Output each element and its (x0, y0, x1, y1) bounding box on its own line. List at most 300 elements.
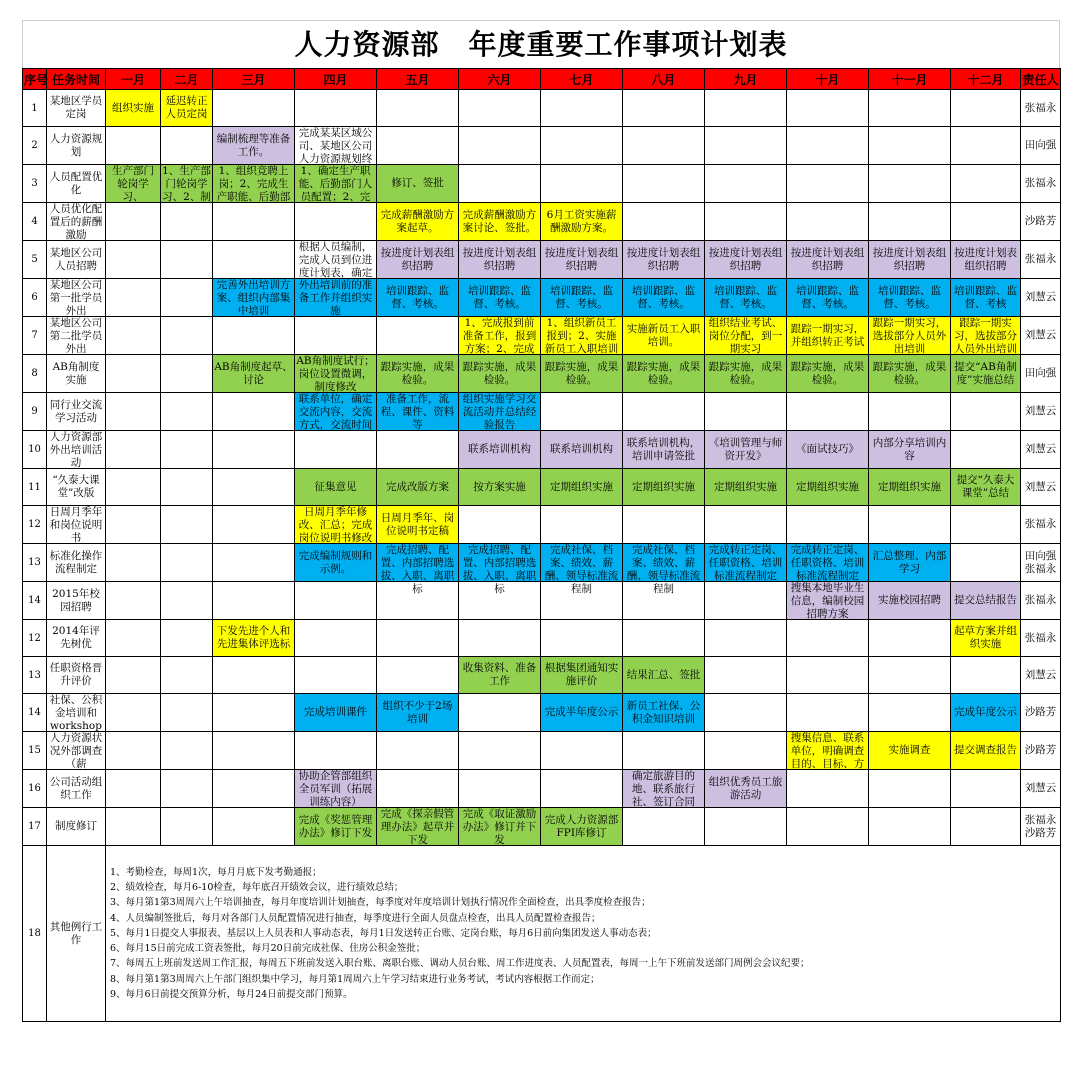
task-name (47, 808, 106, 846)
plan-cell (377, 279, 459, 317)
plan-cell (705, 808, 787, 846)
plan-cell (295, 431, 377, 469)
plan-cell-text: 编制梳理等准备工作。 (216, 132, 291, 158)
plan-cell (459, 279, 541, 317)
plan-cell (623, 657, 705, 694)
plan-cell-text: 修订、签批 (391, 177, 444, 189)
plan-cell (705, 279, 787, 317)
plan-cell (705, 506, 787, 544)
plan-cell-text: 根据人员编制，完成人员到位进度计划表，确定 (298, 241, 373, 279)
table-row (23, 241, 1061, 279)
routine-work-item: 7、每周五上班前发送周工作汇报，每周五下班前发送入职台账、离职台账、调动人员台账、周工作进度表、人员配置表，每周一上午下班前发送部门周例会会议纪要； (110, 958, 810, 970)
task-name-text: 社保、公积金培训和workshop (49, 694, 103, 732)
plan-cell (161, 657, 213, 694)
plan-cell (869, 241, 951, 279)
plan-cell-text: 协助企管部组织全员军训（拓展训练内容） (298, 770, 373, 808)
plan-cell-text: 生产部门轮岗学习、 (112, 165, 154, 203)
owner-name (1021, 90, 1061, 127)
plan-cell (213, 506, 295, 544)
plan-cell (623, 393, 705, 431)
owner-name-text: 沙路芳 (1024, 215, 1057, 227)
header-cell-month: 二月 (161, 69, 213, 90)
plan-cell (869, 657, 951, 694)
table-row (23, 317, 1061, 355)
plan-sheet (22, 20, 1060, 1082)
plan-cell (705, 317, 787, 355)
plan-cell (377, 241, 459, 279)
task-name (47, 203, 106, 241)
plan-cell-text: 实施校园招聘 (878, 594, 941, 606)
plan-cell (623, 165, 705, 203)
plan-cell (541, 241, 623, 279)
task-name (47, 165, 106, 203)
plan-cell (459, 393, 541, 431)
plan-cell (213, 544, 295, 582)
plan-cell (541, 620, 623, 657)
plan-cell (787, 393, 869, 431)
plan-cell (377, 694, 459, 732)
plan-cell-text: 定期组织实施 (796, 480, 859, 493)
header-row (23, 69, 1061, 90)
plan-cell (623, 808, 705, 846)
owner-name-text: 沙路芳 (1024, 706, 1057, 718)
plan-cell-text: 1、组织竞聘上岗；2、完成生产职能、后勤部 (216, 165, 291, 203)
plan-cell (705, 355, 787, 393)
plan-cell-text: 完成编制规则和示例。 (298, 549, 373, 575)
header-cell-month: 四月 (295, 69, 377, 90)
plan-cell (951, 657, 1021, 694)
task-name-text: 日周月季年和岗位说明书 (49, 506, 103, 544)
table-row (23, 732, 1061, 770)
plan-cell (161, 694, 213, 732)
plan-cell-text: 按进度计划表组织招聘 (790, 246, 865, 272)
owner-name-text: 田向强 (1024, 139, 1057, 151)
plan-cell-text: 内部分享培训内容 (872, 436, 947, 462)
plan-cell (787, 506, 869, 544)
plan-cell (213, 165, 295, 203)
plan-cell (295, 770, 377, 808)
plan-cell-text: 培训跟踪、监督、考核。 (386, 284, 449, 310)
plan-cell (295, 808, 377, 846)
plan-cell-text: 下发先进个人和先进集体评选标 (216, 625, 291, 650)
plan-cell-text: 完成薪酬激励方案讨论、签批。 (462, 208, 537, 234)
plan-cell (295, 90, 377, 127)
plan-cell-text: 完成年度公示 (954, 706, 1017, 718)
task-name-text: 人员配置优化 (49, 170, 103, 196)
owner-name-text: 刘慧云 (1024, 782, 1057, 794)
owner-name-text: 刘慧云 (1024, 480, 1057, 493)
owner-name (1021, 127, 1061, 165)
plan-cell-text: 定期组织实施 (878, 480, 941, 493)
plan-cell (161, 469, 213, 506)
task-name (47, 770, 106, 808)
plan-cell (295, 544, 377, 582)
table-row (23, 203, 1061, 241)
plan-cell-text: 完成招聘、配置、内部招聘选拔、入职、离职标 (380, 544, 455, 595)
task-name (47, 355, 106, 393)
plan-cell (213, 127, 295, 165)
plan-cell (295, 582, 377, 620)
plan-cell (213, 241, 295, 279)
plan-cell (787, 317, 869, 355)
owner-name (1021, 317, 1061, 355)
plan-cell-text: 定期组织实施 (714, 480, 777, 493)
plan-cell (787, 469, 869, 506)
plan-cell-text: 完成半年度公示 (544, 706, 619, 718)
header-cell-owner: 责任人 (1021, 69, 1061, 90)
plan-cell-text: 根据集团通知实施评价 (544, 662, 619, 687)
plan-cell (377, 355, 459, 393)
plan-cell (705, 90, 787, 127)
plan-cell (787, 544, 869, 582)
plan-cell (951, 355, 1021, 393)
row-number: 2 (23, 127, 47, 165)
owner-name (1021, 355, 1061, 393)
plan-cell (705, 127, 787, 165)
plan-cell (459, 732, 541, 770)
header-cell-month: 十月 (787, 69, 869, 90)
task-name-text: 人力资源部外出培训活动 (49, 431, 103, 469)
header-cell: 序号 (23, 69, 47, 90)
plan-cell (106, 317, 161, 355)
plan-cell (106, 279, 161, 317)
routine-work-list (106, 846, 1061, 1022)
task-name-text: 制度修订 (55, 820, 97, 832)
plan-cell-text: 跟踪一期实习，选拔部分人员外出培训 (954, 317, 1017, 355)
plan-cell (623, 544, 705, 595)
plan-cell-text: 组织结业考试、岗位分配，到一期实习 (708, 317, 783, 355)
header-task-label: 任务 (51, 72, 76, 87)
task-name-text: “久泰大课堂”改版 (52, 474, 100, 499)
task-name-text: 2014年评先树优 (52, 625, 100, 650)
plan-cell (213, 657, 295, 694)
plan-cell-text: 延迟转正人员定岗 (165, 95, 208, 120)
routine-work-item: 3、每月第1第3周周六上午培训抽查，每月年度培训计划抽查，每季度对年度培训计划执行情况作全面检查，出具季度检查报告； (110, 897, 651, 909)
plan-cell (377, 165, 459, 203)
owner-name (1021, 506, 1061, 544)
row-number: 13 (23, 657, 47, 694)
plan-cell (161, 506, 213, 544)
plan-cell-text: AB角制度起草、讨论 (214, 360, 293, 386)
plan-cell-text: 提交“AB角制度”实施总结 (954, 360, 1017, 386)
plan-cell-text: 收集资料、准备工作 (462, 662, 537, 687)
plan-cell-text: 跟踪实施，成果检验。 (462, 360, 537, 386)
plan-cell (705, 732, 787, 770)
table-row (23, 544, 1061, 582)
task-name (47, 317, 106, 355)
plan-cell-text: 提交总结报告 (954, 594, 1017, 606)
plan-cell (787, 203, 869, 241)
plan-cell (705, 582, 787, 620)
owner-name-text: 沙路芳 (1024, 744, 1057, 756)
routine-work-row (23, 846, 1061, 1022)
plan-cell (787, 770, 869, 808)
plan-cell (459, 241, 541, 279)
plan-cell (541, 506, 623, 544)
plan-cell (213, 582, 295, 620)
plan-cell (869, 808, 951, 846)
plan-cell (459, 544, 541, 595)
plan-cell (161, 770, 213, 808)
plan-cell-text: 起草方案并组织实施 (954, 625, 1017, 650)
plan-cell (951, 431, 1021, 469)
row-number: 10 (23, 431, 47, 469)
plan-cell (787, 165, 869, 203)
plan-cell (295, 279, 377, 317)
owner-name (1021, 770, 1061, 808)
plan-cell-text: 完成《取证激励办法》修订并下发 (462, 808, 537, 846)
plan-cell (459, 657, 541, 694)
plan-cell (213, 431, 295, 469)
plan-cell-text: 1、确定生产职能、后勤部门人员配置；2、完 (298, 165, 373, 203)
plan-cell (869, 393, 951, 431)
plan-cell-text: AB角制度试行；岗位设置微调，制度修改 (296, 355, 375, 393)
owner-name-text: 张福永沙路芳 (1024, 813, 1057, 839)
owner-name-text: 张福永 (1024, 594, 1057, 606)
plan-cell-text: 组织优秀员工旅游活动 (708, 775, 783, 801)
header-cell-month: 十二月 (951, 69, 1021, 90)
plan-table (22, 68, 1061, 1022)
owner-name-text: 张福永 (1024, 631, 1057, 644)
plan-cell-text: 跟踪实施，成果检验。 (708, 360, 783, 386)
table-row (23, 657, 1061, 694)
plan-cell (951, 241, 1021, 279)
plan-cell (459, 469, 541, 506)
plan-cell (106, 620, 161, 657)
plan-cell-text: 按方案实施 (473, 480, 526, 493)
plan-cell (161, 203, 213, 241)
plan-cell (295, 127, 377, 165)
plan-cell (869, 694, 951, 732)
plan-cell (869, 544, 951, 582)
row-number: 3 (23, 165, 47, 203)
plan-cell (106, 770, 161, 808)
plan-cell (541, 127, 623, 165)
plan-cell-text: 确定旅游目的地、联系旅行社、签订合同 (632, 770, 695, 808)
plan-cell (951, 694, 1021, 732)
table-row (23, 165, 1061, 203)
plan-cell (377, 203, 459, 241)
plan-cell (951, 317, 1021, 355)
task-name (47, 620, 106, 657)
plan-cell-text: 联系培训机构，培训申请签批 (626, 436, 701, 462)
plan-cell-text: 跟踪一期实习，选拔部分人员外出培训 (872, 317, 947, 355)
plan-cell (541, 279, 623, 317)
plan-cell-text: 完成转正定岗、任职资格、培训标准流程制定 (708, 544, 783, 582)
owner-name (1021, 393, 1061, 431)
plan-cell (951, 203, 1021, 241)
task-name (47, 127, 106, 165)
plan-cell (541, 317, 623, 355)
plan-cell (213, 808, 295, 846)
plan-cell (213, 90, 295, 127)
plan-cell (951, 165, 1021, 203)
plan-cell (106, 90, 161, 127)
row-number: 9 (23, 393, 47, 431)
plan-cell (377, 620, 459, 657)
plan-cell-text: 培训跟踪、监督、考核。 (468, 284, 531, 310)
row-number: 18 (23, 846, 47, 1022)
plan-cell (705, 241, 787, 279)
plan-cell (106, 355, 161, 393)
plan-cell (459, 127, 541, 165)
plan-cell-text: 联系培训机构 (468, 443, 531, 455)
plan-cell (951, 279, 1021, 317)
plan-cell-text: 跟踪实施，成果检验。 (544, 360, 619, 386)
plan-cell-text: 完成《奖惩管理办法》修订下发 (298, 813, 373, 839)
task-name (47, 279, 106, 317)
plan-cell (787, 620, 869, 657)
task-name (47, 241, 106, 279)
owner-name-text: 刘慧云 (1024, 443, 1057, 455)
plan-cell-text: 6月工资实施薪酬激励方案。 (546, 208, 617, 234)
plan-cell (705, 469, 787, 506)
plan-cell (869, 90, 951, 127)
plan-cell (161, 808, 213, 846)
task-name-text: 某地区公司第一批学员外出 (49, 279, 103, 317)
plan-cell (459, 165, 541, 203)
plan-cell (623, 620, 705, 657)
plan-cell (161, 165, 213, 203)
plan-cell (459, 506, 541, 544)
plan-cell (869, 506, 951, 544)
plan-cell (459, 694, 541, 732)
task-name-text: AB角制度实施 (52, 360, 100, 386)
owner-name (1021, 582, 1061, 620)
row-number: 11 (23, 469, 47, 506)
plan-cell-text: 汇总整理、内部学习 (872, 549, 947, 575)
page-title: 人力资源部 年度重要工作事项计划表 (22, 20, 1060, 68)
plan-cell-text: 完成薪酬激励方案起草。 (380, 208, 455, 234)
table-row (23, 808, 1061, 846)
plan-cell (951, 544, 1021, 582)
plan-cell-text: 按进度计划表组织招聘 (954, 246, 1017, 272)
routine-work-item: 6、每月15日前完成工资表签批，每月20日前完成社保、住房公积金签批； (110, 943, 426, 955)
owner-name (1021, 431, 1061, 469)
plan-cell (295, 317, 377, 355)
task-name (47, 694, 106, 732)
plan-cell (377, 808, 459, 846)
table-row (23, 582, 1061, 620)
plan-cell (161, 90, 213, 127)
plan-cell (951, 808, 1021, 846)
plan-cell-text: 培训跟踪、监督、考核。 (878, 284, 941, 310)
task-name (47, 469, 106, 506)
row-number: 6 (23, 279, 47, 317)
owner-name (1021, 241, 1061, 279)
plan-cell (161, 393, 213, 431)
plan-cell (106, 544, 161, 582)
plan-cell (213, 393, 295, 431)
plan-cell (623, 279, 705, 317)
plan-cell (787, 657, 869, 694)
owner-name-text: 刘慧云 (1024, 668, 1057, 681)
owner-name-text: 张福永 (1024, 177, 1057, 189)
row-number: 16 (23, 770, 47, 808)
header-cell-month: 六月 (459, 69, 541, 90)
plan-cell (787, 241, 869, 279)
plan-cell (213, 770, 295, 808)
plan-cell (459, 770, 541, 808)
plan-cell (106, 657, 161, 694)
plan-cell (377, 431, 459, 469)
header-cell-month: 八月 (623, 69, 705, 90)
plan-cell-text: 联系单位，确定交流内容，交流方式，交流时间 (298, 393, 373, 431)
plan-cell (377, 544, 459, 595)
plan-cell (377, 317, 459, 355)
plan-cell-text: 完成招聘、配置、内部招聘选拔、入职、离职标 (462, 544, 537, 595)
plan-cell-text: 按进度计划表组织招聘 (626, 246, 701, 272)
plan-cell (623, 317, 705, 355)
plan-cell (541, 393, 623, 431)
header-cell-month: 九月 (705, 69, 787, 90)
plan-cell-text: 按进度计划表组织招聘 (872, 246, 947, 272)
task-name-text: 标准化操作流程制定 (49, 549, 103, 575)
plan-cell-text: 完成社保、档案、绩效、薪酬、领导标准流程制 (626, 544, 701, 595)
plan-cell (377, 127, 459, 165)
plan-cell (869, 431, 951, 469)
plan-cell (295, 657, 377, 694)
plan-cell-text: 提交调查报告 (954, 744, 1017, 756)
header-cell-month: 五月 (377, 69, 459, 90)
row-number: 14 (23, 694, 47, 732)
plan-cell-text: 跟踪一期实习，并组织转正考试 (790, 322, 865, 348)
plan-cell (295, 469, 377, 506)
plan-cell (541, 203, 623, 241)
plan-cell-text: 跟踪实施，成果检验。 (790, 360, 865, 386)
plan-cell-text: 1、组织新员工报到；2、实施新员工入职培训 (544, 317, 619, 355)
plan-cell-text: 征集意见 (314, 480, 357, 493)
plan-cell-text: 提交“久泰大课堂”总结 (956, 474, 1015, 499)
plan-cell (106, 808, 161, 846)
plan-cell (541, 808, 623, 846)
plan-cell-text: 培训跟踪、监督、考核。 (632, 284, 695, 310)
routine-work-item: 9、每月6日前提交预算分析，每月24日前提交部门预算。 (110, 989, 353, 1001)
plan-cell-text: 跟踪实施，成果检验。 (872, 360, 947, 386)
plan-cell (541, 431, 623, 469)
plan-cell (295, 355, 377, 393)
header-cell-month: 十一月 (869, 69, 951, 90)
owner-name-text: 刘慧云 (1024, 405, 1057, 417)
plan-cell (705, 620, 787, 657)
owner-name (1021, 694, 1061, 732)
plan-cell (705, 770, 787, 808)
plan-cell-text: 组织实施学习交流活动并总结经验报告 (462, 393, 537, 431)
owner-name-text: 张福永 (1024, 253, 1057, 265)
owner-name-text: 刘慧云 (1024, 329, 1057, 341)
plan-cell (106, 582, 161, 620)
plan-cell-text: 日周月季年、岗位说明书定稿 (380, 511, 455, 537)
plan-cell (377, 506, 459, 544)
plan-cell (377, 732, 459, 770)
plan-cell (106, 732, 161, 770)
plan-cell (869, 279, 951, 317)
plan-cell (213, 203, 295, 241)
task-name (47, 582, 106, 620)
task-name: 其他例行工作 (47, 846, 106, 1022)
plan-cell (295, 203, 377, 241)
plan-cell (541, 355, 623, 393)
plan-cell (541, 694, 623, 732)
plan-cell (377, 657, 459, 694)
header-cell-month: 七月 (541, 69, 623, 90)
plan-cell (869, 355, 951, 393)
plan-cell (295, 732, 377, 770)
plan-cell (161, 355, 213, 393)
task-name-text: 2015年校园招聘 (52, 587, 100, 613)
row-number: 4 (23, 203, 47, 241)
plan-cell-text: 按进度计划表组织招聘 (544, 246, 619, 272)
